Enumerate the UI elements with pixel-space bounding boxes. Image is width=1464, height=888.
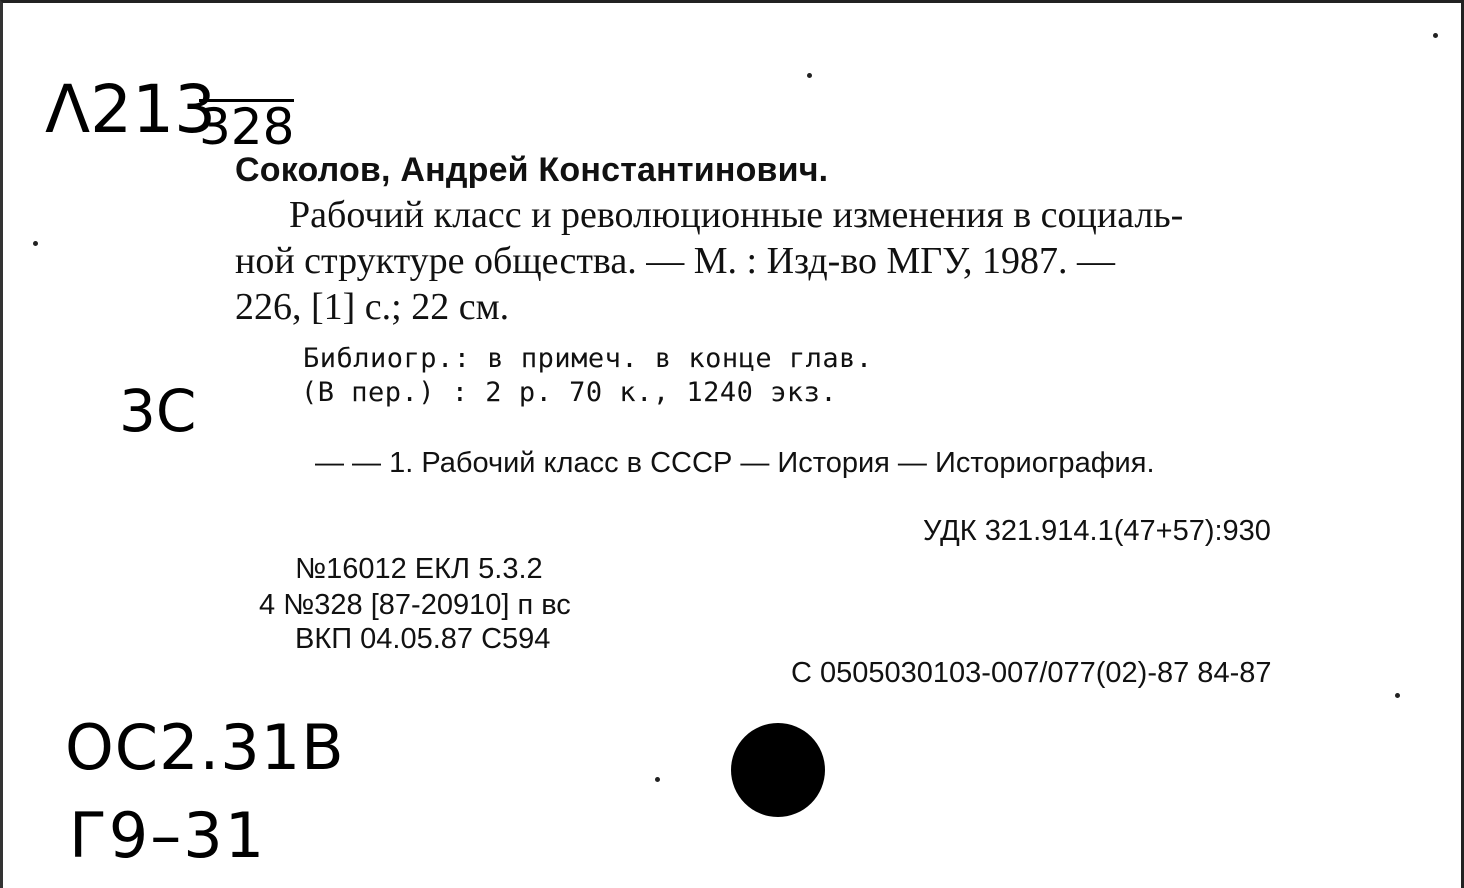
speck — [655, 777, 660, 782]
price-note: (В пер.) : 2 р. 70 к., 1240 экз. — [301, 377, 838, 408]
author-heading: Соколов, Андрей Константинович. — [235, 151, 829, 189]
punch-hole — [731, 723, 825, 817]
title-line-3: 226, [1] с.; 22 см. — [235, 286, 510, 328]
registry-line-2: 4 №328 [87-20910] п вс — [259, 589, 571, 621]
registry-line-1: №16012 ЕКЛ 5.3.2 — [295, 553, 543, 585]
speck — [1433, 33, 1438, 38]
handwritten-bottom-code-2: Г9–31 — [69, 799, 267, 872]
handwritten-bottom-code-1: ОС2.31В — [65, 711, 345, 784]
classification-code: С 0505030103-007/077(02)-87 84-87 — [791, 657, 1272, 689]
registry-line-3: ВКП 04.05.87 С594 — [295, 623, 551, 655]
handwritten-left-mark: 3С — [119, 377, 197, 445]
subject-heading: — — 1. Рабочий класс в СССР — История — Историография. — [315, 447, 1155, 479]
udc-code: УДК 321.914.1(47+57):930 — [923, 515, 1271, 547]
title-line-1: Рабочий класс и революционные изменения в социаль- — [289, 194, 1184, 236]
speck — [807, 73, 812, 78]
title-line-2: ной структуре общества. — М. : Изд-во МГУ, 1987. — — [235, 240, 1115, 282]
bibliography-note: Библиогр.: в примеч. в конце глав. — [303, 343, 873, 374]
handwritten-shelf-sub: 328 — [199, 98, 295, 156]
speck — [33, 241, 38, 246]
handwritten-shelf-code: Λ213 — [45, 71, 217, 148]
speck — [1395, 693, 1400, 698]
